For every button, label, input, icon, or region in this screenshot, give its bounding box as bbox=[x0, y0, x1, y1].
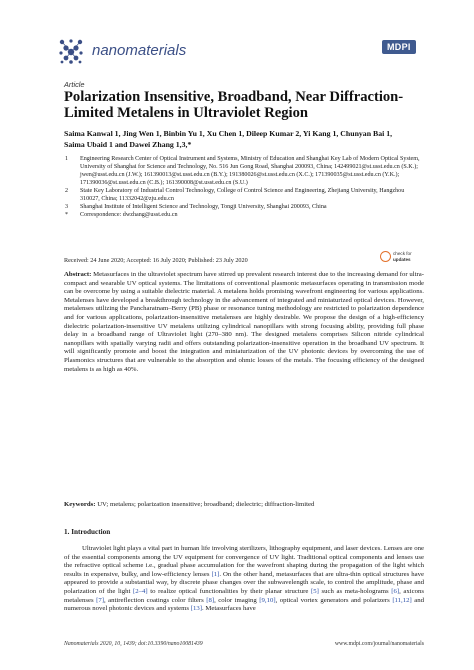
affiliation-mark: 1 bbox=[65, 156, 69, 162]
update-badge-line: check for bbox=[393, 251, 412, 256]
citation-link[interactable]: [2–4] bbox=[132, 587, 148, 595]
intro-text-run: such as meta-holograms bbox=[318, 587, 392, 595]
affiliation-text: Engineering Research Center of Optical Instrument and Systems, Ministry of Education and Shanghai Key Lab of Modern Optical System, University of Shanghai for Science and Technology, No. 516 Jun Gong Road, Shanghai 200093, China; 142499021@st.usst.edu.cn (S.K.); jwen@usst.edu.cn (J.W.); 161390013@st.usst.edu.cn (B.Y.); 191380026@st.usst.edu.cn (X.C.); 171390035@st.usst.edu.cn (Y.K.); 171390036@st.usst.edu.cn (C.B.); 161390008@st.usst.edu.cn (S.U.) bbox=[80, 156, 420, 186]
journal-logo-icon bbox=[58, 38, 84, 64]
keywords-text: UV; metalens; polarization insensitive; broadband; dielectric; diffraction-limited bbox=[97, 501, 315, 508]
affiliation-mark: 3 bbox=[65, 204, 69, 210]
intro-text-run: . Metasurfaces have bbox=[201, 605, 256, 613]
intro-text-run: Ultraviolet light plays a vital part in human life involving sterilizers, lithography equipment, and laser devices. Lenses are one of the essential components among the UV equipment for convergence of UV light. Traditional optical components and lenses use the refractive optical scheme i.e., gradual phase accumulation for the wavefront shaping during the propagation of the light which results in expensive, bulky, and low-efficiency lenses bbox=[64, 545, 424, 578]
citation-link[interactable]: [13] bbox=[190, 605, 202, 613]
correspondence-text[interactable]: Correspondence: dwzhang@usst.edu.cn bbox=[80, 212, 178, 218]
intro-text-run: . On the other hand, metasurfaces that are ultra-thin optical structures have appeared to provide a substantial way, by discrete phase changes over the subwavelength scale, to control the amplitude, phase and polarization of the light bbox=[64, 570, 424, 595]
article-type: Article bbox=[64, 80, 85, 89]
citation-link[interactable]: [7] bbox=[96, 596, 104, 604]
affiliation-list bbox=[64, 155, 424, 219]
citation-link[interactable]: [1] bbox=[211, 570, 220, 578]
affiliation-text: State Key Laboratory of Industrial Control Technology, College of Control Science and Engineering, Zhejiang University, Hangzhou 310027, China; 11332042@zju.edu.cn bbox=[80, 188, 405, 202]
paper-title: Polarization Insensitive, Broadband, Near Diffraction-Limited Metalens in Ultraviolet Region bbox=[64, 89, 404, 121]
affiliation-item bbox=[64, 203, 424, 211]
update-check-icon bbox=[380, 251, 391, 262]
affiliation-mark: 2 bbox=[65, 188, 69, 194]
citation-link[interactable]: [9,10] bbox=[259, 596, 276, 604]
footer-citation: Nanomaterials 2020, 10, 1439; doi:10.3390/nano10081439 bbox=[64, 641, 203, 647]
intro-text-run: , antireflection coatings color filters bbox=[103, 596, 207, 604]
affiliation-item bbox=[64, 187, 424, 203]
update-badge-text bbox=[393, 251, 412, 262]
keywords bbox=[64, 501, 424, 510]
journal-name: nanomaterials bbox=[92, 42, 187, 59]
intro-paragraph bbox=[64, 545, 424, 614]
affiliation-item bbox=[64, 211, 424, 219]
footer-journal-url[interactable]: www.mdpi.com/journal/nanomaterials bbox=[334, 641, 424, 647]
intro-text-run: , optical vortex generators and polarizers bbox=[275, 596, 393, 604]
affiliation-item bbox=[64, 155, 424, 187]
intro-text-run: to realize optical functionalities by their planar structure bbox=[147, 587, 311, 595]
affiliation-mark: * bbox=[65, 212, 69, 218]
affiliation-text: Shanghai Institute of Intelligent Science and Technology, Tongji University, Shanghai 200093, China bbox=[80, 204, 327, 210]
abstract bbox=[64, 271, 424, 374]
intro-text-run: , axicons metalenses bbox=[64, 587, 425, 604]
publisher-logo[interactable]: MDPI bbox=[382, 40, 416, 54]
section-heading: 1. Introduction bbox=[64, 528, 111, 536]
intro-text-run: and numerous novel photonic devices and systems bbox=[64, 596, 424, 613]
check-for-updates-badge[interactable] bbox=[380, 250, 414, 268]
update-badge-line: updates bbox=[393, 256, 411, 262]
author-list bbox=[64, 129, 424, 150]
keywords-label: Keywords: bbox=[64, 501, 96, 508]
intro-text-run: , color imaging bbox=[214, 596, 260, 604]
citation-link[interactable]: [11,12] bbox=[392, 596, 412, 604]
publication-dates: Received: 24 June 2020; Accepted: 16 July 2020; Published: 23 July 2020 bbox=[64, 257, 248, 264]
abstract-text: Metasurfaces in the ultraviolet spectrum have stirred up prevalent research interest due to the increasing demand for ultra-compact and wearable UV optical systems. The limitations of conventional plasmonic metasurfaces operating in transmission mode can be overcome by using a suitable dielectric material. A metalens holds promising wavefront engineering for various applications. Metalenses have developed a breakthrough technology in the advancement of integrated and miniaturized optical devices. However, metalenses utilizing the Pancharatnam–Berry (PB) phase or resonance tuning methodology are restricted to polarization dependence and for various applications, polarization-insensitive metalenses are highly desirable. We propose the design of a high-efficiency dielectric polarization-insensitive UV metalens utilizing cylindrical nanopillars with strong focusing ability, providing full phase delay in a broadband range of Ultraviolet light (270–380 nm). The designed metalens comprises Silicon nitride cylindrical nanopillars with spatially varying radii and offers outstanding polarization-insensitive operation in the broadband UV spectrum. It will significantly promote and boost the integration and miniaturization of the UV photonic devices by overcoming the use of Plasmonics structures that are vulnerable to the absorption and ohmic losses of the metals. The focusing efficiency of the designed metalens is as high as 40%. bbox=[64, 271, 425, 373]
author-line: Saima Kanwal 1, Jing Wen 1, Binbin Yu 1, Xu Chen 1, Dileep Kumar 2, Yi Kang 1, Chunyan Bai 1, bbox=[64, 129, 393, 138]
citation-link[interactable]: [8] bbox=[206, 596, 215, 604]
citation-link[interactable]: [6] bbox=[391, 587, 400, 595]
abstract-label: Abstract: bbox=[64, 271, 92, 278]
citation-link[interactable]: [5] bbox=[310, 587, 319, 595]
author-line: Saima Ubaid 1 and Dawei Zhang 1,3,* bbox=[64, 139, 192, 149]
